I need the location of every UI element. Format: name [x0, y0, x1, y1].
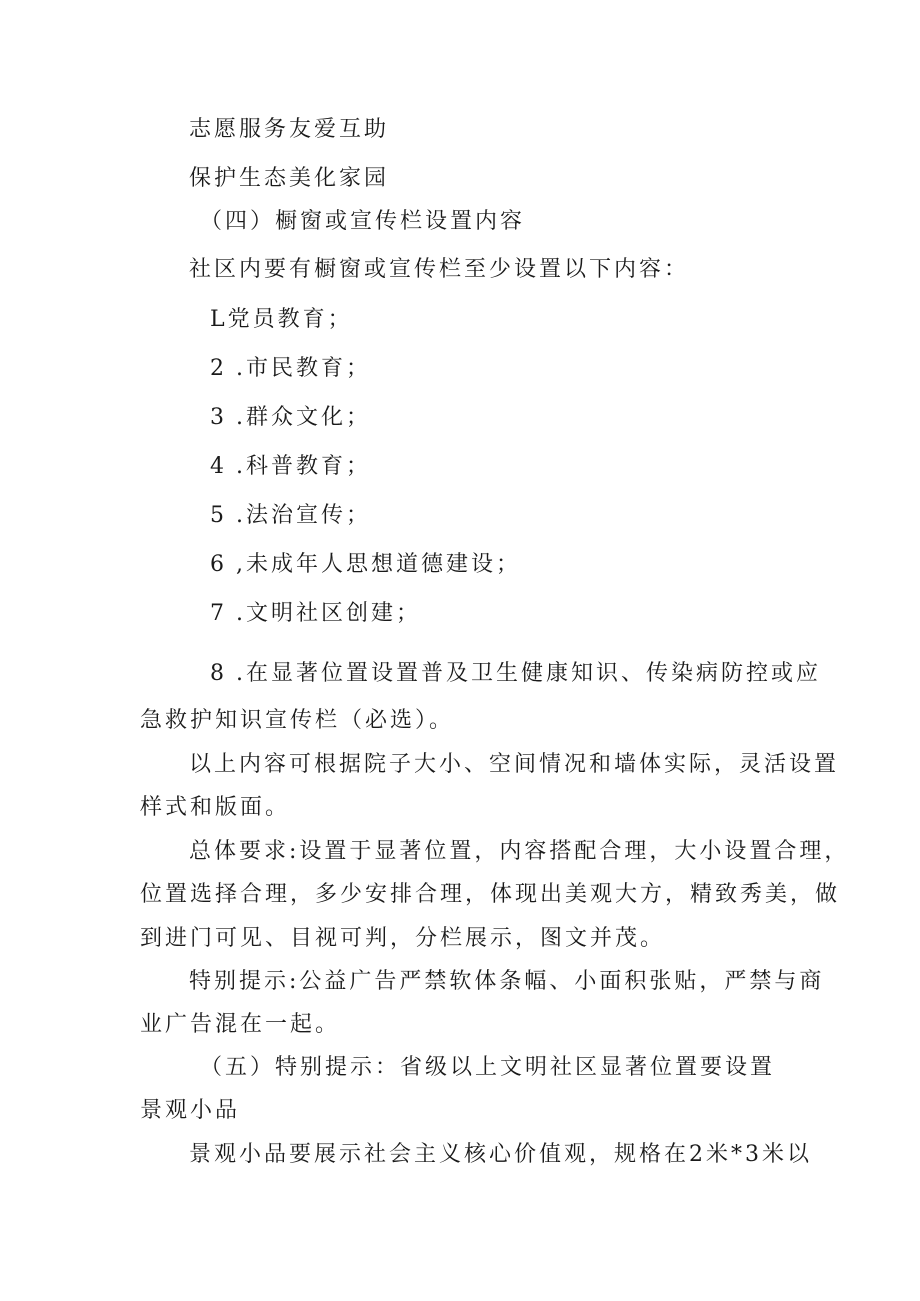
- paragraph-line: 以上内容可根据院子大小、空间情况和墙体实际，灵活设置: [189, 752, 840, 777]
- list-item-text: .在显著位置设置普及卫生健康知识、传染病防控或应: [236, 661, 821, 686]
- list-item: [210, 355, 371, 383]
- paragraph-line: 特别提示:公益广告严禁软体条幅、小面积张贴，严禁与商: [189, 969, 825, 994]
- list-item-number: 4: [210, 454, 227, 479]
- list-item: [210, 660, 821, 688]
- list-item-text: .群众文化；: [236, 405, 371, 430]
- paragraph-line: 到进门可见、目视可判，分栏展示，图文并茂。: [140, 926, 666, 951]
- section-heading: （四）橱窗或宣传栏设置内容: [200, 209, 526, 234]
- paragraph-line: 总体要求:设置于显著位置，内容搭配合理，大小设置合理，: [189, 839, 850, 864]
- section-heading: （五）特别提示：省级以上文明社区显著位置要设置: [200, 1055, 776, 1080]
- list-item-number: 3: [210, 405, 227, 430]
- list-item: [210, 551, 521, 579]
- paragraph-line: 位置选择合理，多少安排合理，体现出美观大方，精致秀美，做: [140, 882, 841, 907]
- list-item-text: 党员教育；: [227, 307, 353, 332]
- section-heading-continuation: 景观小品: [140, 1098, 241, 1123]
- list-item: [210, 404, 371, 432]
- list-item-number: L: [210, 307, 228, 332]
- list-item-text: .科普教育；: [236, 454, 371, 479]
- slogan-line: 志愿服务友爱互助: [189, 117, 390, 142]
- list-item-number: 6: [210, 552, 227, 577]
- list-item: [210, 502, 371, 530]
- list-item-text: .法治宣传；: [236, 503, 371, 528]
- paragraph-line: 社区内要有橱窗或宣传栏至少设置以下内容：: [189, 257, 690, 282]
- list-item-number: 5: [210, 503, 227, 528]
- paragraph-line: 样式和版面。: [140, 795, 291, 820]
- list-item-number: 8: [210, 661, 227, 686]
- list-item: [210, 453, 371, 481]
- list-item-text: .市民教育；: [236, 356, 371, 381]
- paragraph-line: 急救护知识宣传栏（必选）。: [140, 708, 455, 733]
- list-item-text: ,未成年人思想道德建设；: [236, 552, 521, 577]
- paragraph-line: 业广告混在一起。: [140, 1012, 341, 1037]
- list-item-number: 2: [210, 356, 227, 381]
- list-item: [210, 600, 421, 628]
- list-item-text: .文明社区创建；: [236, 601, 421, 626]
- list-item: [210, 306, 353, 334]
- slogan-line: 保护生态美化家园: [189, 166, 390, 191]
- list-item-number: 7: [210, 601, 227, 626]
- paragraph-line: 景观小品要展示社会主义核心价值观，规格在2米*3米以: [189, 1142, 812, 1167]
